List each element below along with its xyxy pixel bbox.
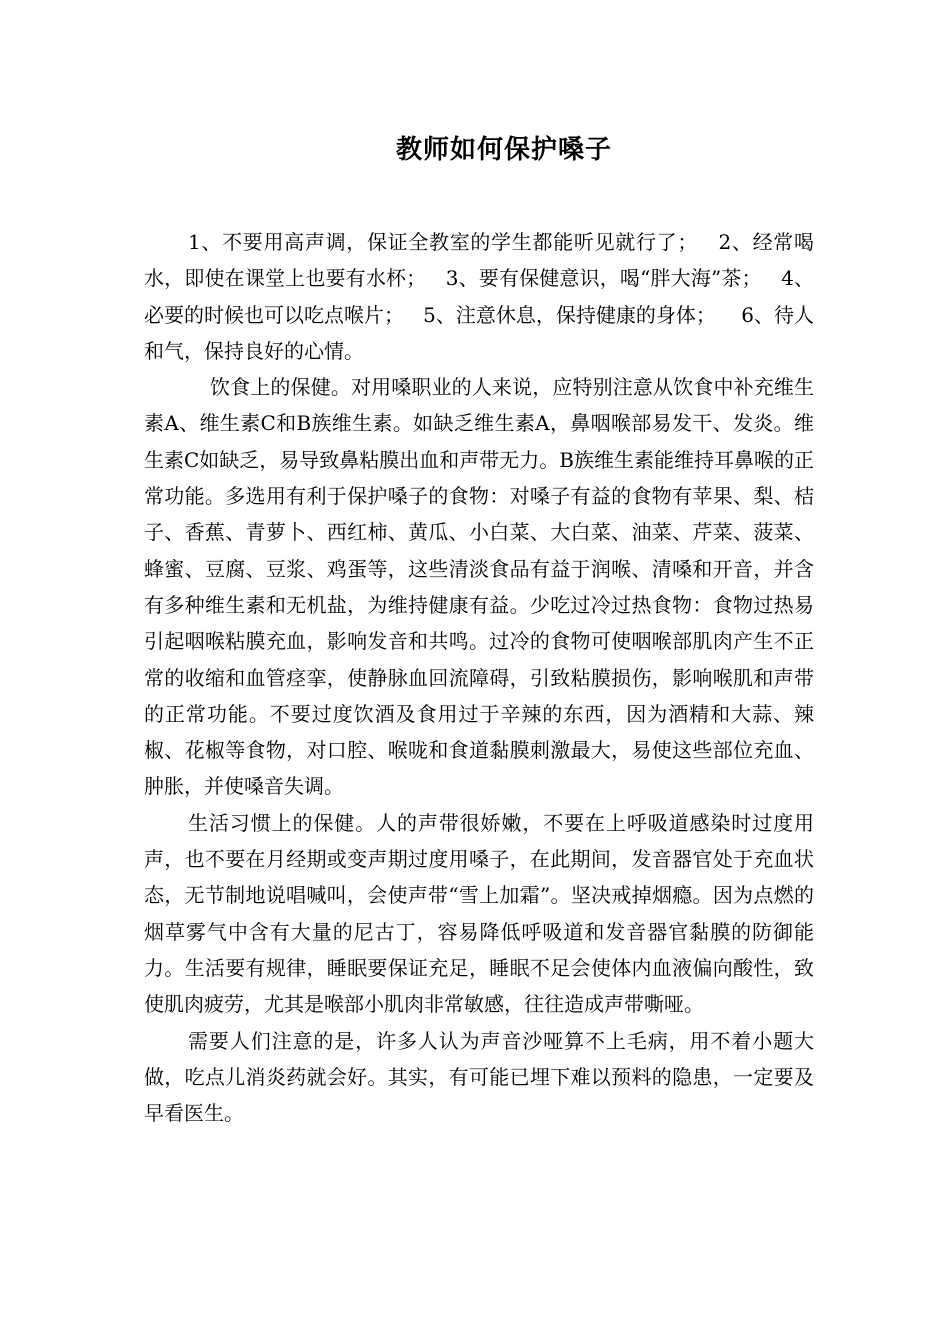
paragraph-diet-care: 饮食上的保健。对用嗓职业的人来说，应特别注意从饮食中补充维生素A、维生素C和B族维生素。如缺乏维生素A，鼻咽喉部易发干、发炎。维生素C如缺乏，易导致鼻粘膜出血和声带无力。B族维生素能维持耳鼻喉的正常功能。多选用有利于保护嗓子的食物：对嗓子有益的食物有苹果、梨、桔子、香蕉、青萝卜、西红柿、黄瓜、小白菜、大白菜、油菜、芹菜、菠菜、蜂蜜、豆腐、豆浆、鸡蛋等，这些清淡食品有益于润喉、清嗓和开音，并含有多种维生素和无机盐，为维持健康有益。少吃过冷过热食物：食物过热易引起咽喉粘膜充血，影响发音和共鸣。过冷的食物可使咽喉部肌肉产生不正常的收缩和血管痉挛，使静脉血回流障碍，引致粘膜损伤，影响喉肌和声带的正常功能。不要过度饮酒及食用过于辛辣的东西，因为酒精和大蒜、辣椒、花椒等食物，对口腔、喉咙和食道黏膜刺激最大，易使这些部位充血、肿胀，并使嗓音失调。 <box>144 375 814 799</box>
paragraph-conclusion: 需要人们注意的是，许多人认为声音沙哑算不上毛病，用不着小题大做，吃点儿消炎药就会好。其实，有可能已埋下难以预料的隐患，一定要及早看医生。 <box>144 1028 814 1126</box>
paragraph-tips-list: 1、不要用高声调，保证全教室的学生都能听见就行了； 2、经常喝水，即使在课堂上也要有水杯； 3、要有保健意识，喝“胖大海”茶； 4、必要的时候也可以吃点喉片； 5、注意休息，保持健康的身体； 6、待人和气，保持良好的心情。 <box>144 230 814 363</box>
document-body <box>144 224 814 1131</box>
paragraph-lifestyle-care: 生活习惯上的保健。人的声带很娇嫩，不要在上呼吸道感染时过度用声，也不要在月经期或变声期过度用嗓子，在此期间，发音器官处于充血状态，无节制地说唱喊叫，会使声带“雪上加霜”。坚决戒掉烟瘾。因为点燃的烟草雾气中含有大量的尼古丁，容易降低呼吸道和发音器官黏膜的防御能力。生活要有规律，睡眠要保证充足，睡眠不足会使体内血液偏向酸性，致使肌肉疲劳，尤其是喉部小肌肉非常敏感，往往造成声带嘶哑。 <box>144 810 814 1017</box>
document-title: 教师如何保护嗓子 <box>395 135 612 165</box>
